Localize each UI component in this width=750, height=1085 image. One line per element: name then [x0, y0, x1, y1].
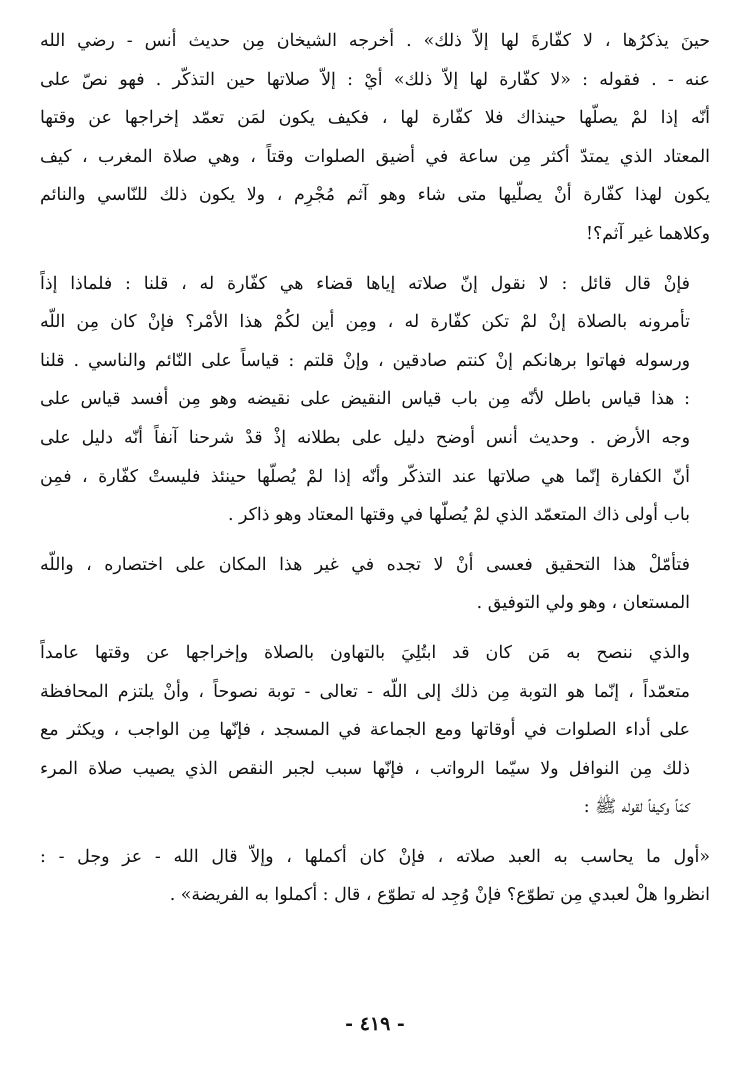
text-line: والذي ننصح به مَن كان قد ابتُلِيَ بالتهاون بالصلاة وإخراجها عن وقتها عامداً	[40, 642, 690, 663]
text-line: حينَ يذكرُها ، لا كفّارةَ لها إلاّ ذلك» . أخرجه الشيخان مِن حديث أنس - رضي الله	[40, 31, 710, 51]
text-line: انظروا هلْ لعبدي مِن تطوّع؟ فإنْ وُجِد له تطوّع ، قال : أكملوا به الفريضة» .	[169, 885, 710, 906]
paragraph-1	[40, 22, 710, 254]
text-line: أنّ الكفارة إنّما هي صلاتها عند التذكّر وأنّه إذا لمْ يُصلّها حينئذ فليستْ كفّارة ، فمِن	[40, 466, 690, 487]
paragraph-gap	[40, 827, 710, 838]
paragraph-gap	[40, 254, 710, 265]
text-line: باب أولى ذاك المتعمّد الذي لمْ يُصلّها في وقتها المعتاد وهو ذاكر .	[228, 505, 690, 526]
paragraph-3	[40, 546, 710, 623]
text-line: كمّاً وكيفاً لقوله ﷺ :	[583, 797, 690, 818]
text-line: عنه - . فقوله : «لا كفّارة لها إلاّ ذلك» أيْ : إلاّ صلاتها حين التذكّر . فهو نصّ على	[40, 69, 710, 90]
page-number: - ٤١٩ -	[345, 1013, 405, 1035]
paragraph-4	[40, 634, 710, 827]
paragraph-gap	[40, 535, 710, 546]
text-line: تأمرونه بالصلاة إنْ لمْ تكن كفّارة له ، ومِن أين لكُمْ هذا الأمْر؟ فإنْ كان مِن اللّه	[40, 312, 690, 333]
text-line: المستعان ، وهو ولي التوفيق .	[476, 593, 690, 614]
page-body	[40, 22, 710, 915]
hadith-quote	[40, 838, 710, 915]
text-line: المعتاد الذي يمتدّ أكثر مِن ساعة في أضيق الصلوات وقتاً ، وهي صلاة المغرب ، كيف	[40, 146, 710, 167]
paragraph-gap	[40, 623, 710, 634]
text-line: «أول ما يحاسب به العبد صلاته ، فإنْ كان أكملها ، وإلاّ قال الله - عز وجل - :	[40, 846, 710, 867]
text-line: : هذا قياس باطل لأنّه مِن باب قياس النقيض على نقيضه وهو مِن أفسد قياس على	[40, 389, 690, 410]
text-line: أنّه إذا لمْ يصلّها حينذاك فلا كفّارة لها ، فكيف يكون لمَن تعمّد إخراجها عن وقتها	[40, 108, 710, 129]
text-line: ذلك مِن النوافل ولا سيّما الرواتب ، فإنّها سبب لجبر النقص الذي يصيب صلاة المرء	[40, 758, 690, 779]
text-line: ورسوله فهاتوا برهانكم إنْ كنتم صادقين ، وإنْ قلتم : قياساً على النّائم والناسي . قلنا	[40, 350, 690, 371]
text-line: على أداء الصلوات في أوقاتها ومع الجماعة في المسجد ، فإنّها مِن الواجب ، ويكثر مع	[40, 720, 690, 741]
text-line: يكون لهذا كفّارة أنْ يصلّيها متى شاء وهو آثم مُجْرِم ، ولا يكون ذلك للنّاسي والنائم	[40, 185, 710, 206]
text-line: فتأمّلْ هذا التحقيق فعسى أنْ لا تجده في غير هذا المكان على اختصاره ، واللّه	[40, 554, 690, 575]
paragraph-2	[40, 265, 710, 535]
text-line: متعمّداً ، إنّما هو التوبة مِن ذلك إلى اللّه - تعالى - توبة نصوحاً ، وأنْ يلتزم المحافظة	[40, 681, 690, 702]
text-line: فإنْ قال قائل : لا نقول إنّ صلاته إياها قضاء هي كفّارة له ، قلنا : فلماذا إذاً	[40, 273, 690, 294]
text-line: وجه الأرض . وحديث أنس أوضح دليل على بطلانه إذْ قدْ شرحنا آنفاً أنّه دليل على	[40, 427, 690, 448]
text-line: وكلاهما غير آثم؟!	[585, 223, 710, 244]
